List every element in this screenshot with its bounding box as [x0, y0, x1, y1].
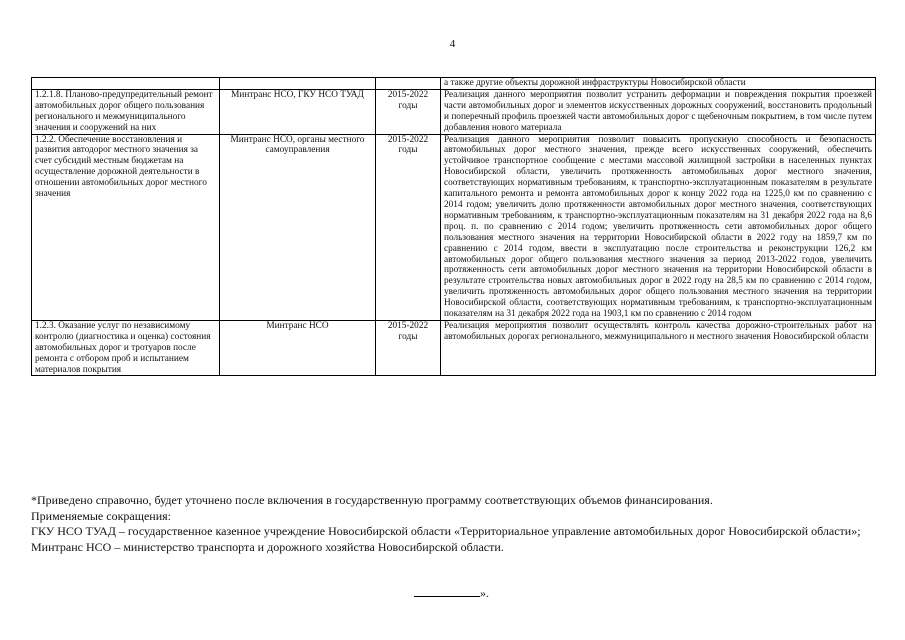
measure-name-cell: 1.2.3. Оказание услуг по независимому контролю (диагностика и оценка) состояния автомобильных дорог и тротуаров после ремонта с отбором проб и испытанием материалов покрытия [32, 320, 220, 376]
period-cell: 2015-2022 годы [376, 320, 441, 376]
abbreviation-mintrans: Минтранс НСО – министерство транспорта и дорожного хозяйства Новосибирской области. [31, 539, 504, 554]
measure-name-cell: 1.2.2. Обеспечение восстановления и развития автодорог местного значения за счет субсидий местным бюджетам на осуществление дорожной деятельности в отношении автомобильных дорог местного значения [32, 134, 220, 320]
table-row [32, 78, 876, 90]
expected-result-cell: Реализация мероприятия позволит осуществлять контроль качества дорожно-строительных работ на автомобильных дорогах регионального, межмуниципального и местного значения Новосибирской области [441, 320, 876, 376]
expected-result-cell: Реализация данного мероприятия позволит повысить пропускную способность и безопасность автомобильных дорог местного значения, прежде всего искусственных сооружений, обеспечить устойчивое транспортное сообщение с местами массовой жилищной застройки в населенных пунктах Новосибирской области, увеличить протяженность автомобильных дорог местного значения, соответствующих нормативным требованиям, к транспортно-эксплуатационным показателям в результате капитального ремонта и ремонта автомобильных дорог к концу 2022 года на 1225,0 км по сравнению с 2014 годом; увеличить долю протяженности автомобильных дорог местного значения, соответствующих нормативным требованиям, к транспортно-эксплуатационным показателям на 31 декабря 2022 года на 8,6 проц. п. по сравнению с 2014 годом; увеличить протяженность сети автомобильных дорог общего пользования местного значения на территории Новосибирской области в 2022 году на 1859,7 км по сравнению с 2014 годом, ввести в эксплуатацию после строительства и реконструкции 126,2 км автомобильных дорог общего пользования местного значения за период 2013-2022 годов, увеличить протяженность сети автомобильных дорог местного значения на территории Новосибирской области в результате строительства новых автомобильных дорог в 2022 году на 28,5 км по сравнению с 2014 годом, увеличить протяженность автомобильных дорог общего пользования местного значения на территории Новосибирской области, соответствующих нормативным требованиям, к транспортно-эксплуатационным показателям на 31 декабря 2022 года на 1903,1 км по сравнению с 2014 годом [441, 134, 876, 320]
page-number: 4 [449, 38, 456, 50]
footnotes [31, 493, 876, 555]
table-row [32, 89, 876, 134]
period-cell: 2015-2022 годы [376, 134, 441, 320]
measure-name-cell: 1.2.1.8. Планово-предупредительный ремонт автомобильных дорог общего пользования регионального и межмуниципального значения и сооружений на них [32, 89, 220, 134]
period-cell: 2015-2022 годы [376, 89, 441, 134]
executor-cell: Минтранс НСО, ГКУ НСО ТУАД [220, 89, 376, 134]
executor-cell [220, 78, 376, 90]
abbreviations-heading: Применяемые сокращения: [31, 508, 172, 523]
executor-cell: Минтранс НСО, органы местного самоуправления [220, 134, 376, 320]
expected-result-cell: Реализация данного мероприятия позволит устранить деформации и повреждения покрытия проезжей части автомобильных дорог и элементов искусственных дорожных сооружений, восстановить продольный и поперечный профиль проезжей части автомобильных дорог с щебеночным покрытием, в том числе путем добавления нового материала [441, 89, 876, 134]
closing-quote: ». [480, 586, 489, 600]
measures-table [31, 77, 876, 376]
period-cell [376, 78, 441, 90]
closing-mark [414, 585, 489, 601]
executor-cell: Минтранс НСО [220, 320, 376, 376]
table-row [32, 134, 876, 320]
table-row [32, 320, 876, 376]
funding-note: *Приведено справочно, будет уточнено после включения в государственную программу соответствующих объемов финансирования. [31, 493, 713, 507]
signature-line [414, 585, 480, 597]
expected-result-cell: а также другие объекты дорожной инфраструктуры Новосибирской области [441, 78, 876, 90]
measure-name-cell [32, 78, 220, 90]
abbreviation-tuad: ГКУ НСО ТУАД – государственное казенное учреждение Новосибирской области «Территориальное управление автомобильных дорог Новосибирской области»; [31, 524, 861, 539]
